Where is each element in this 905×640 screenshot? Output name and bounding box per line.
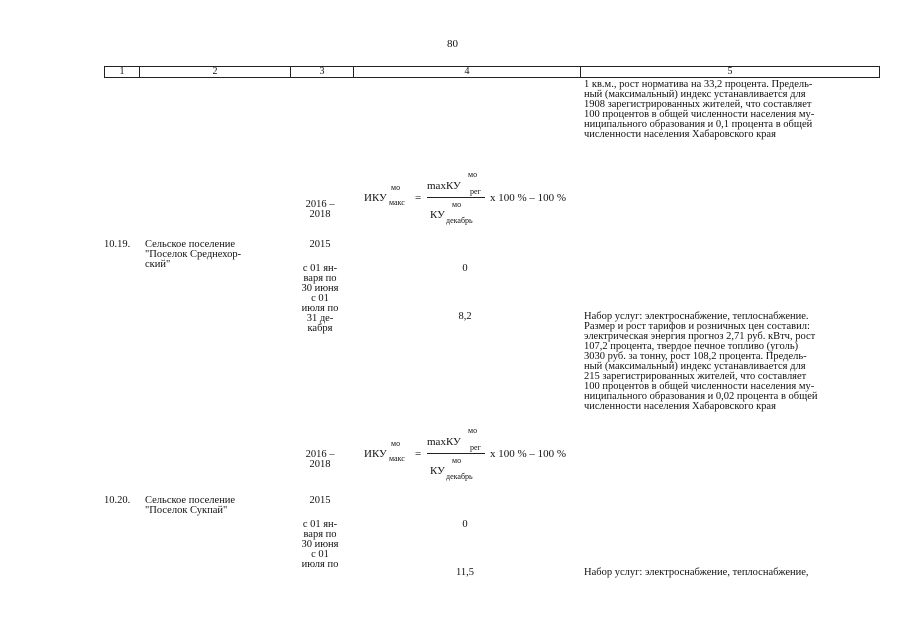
text-line: Размер и рост тарифов и розничных цен составил: [584,321,810,332]
page-number: 80 [447,38,458,50]
formula-num-sub: рег [470,443,481,452]
column-header-1: 1 [105,67,140,77]
text-line: 31 де- [306,313,334,324]
index-formula [360,170,580,226]
text-line: Сельское поселение [145,495,236,506]
index-value: 11,5 [456,567,474,578]
index-value: 0 [462,519,468,530]
text-line: 2018 [309,459,331,470]
column-header-5: 5 [727,66,733,77]
text-line: Набор услуг: электроснабжение, теплоснабжение, [584,567,809,578]
text-line: "Поселок Среднехор- [145,249,242,260]
formula-den-sub: декабрь [446,472,473,481]
formula-numerator: maxКУ [427,436,461,448]
row-number: 10.20. [104,495,131,506]
text-line: июля по [301,303,339,314]
formula-lhs-sub: макс [389,454,405,463]
text-line: Набор услуг: электроснабжение, теплоснабжение. [584,311,809,322]
index-value: 0 [462,263,468,274]
text-line: ный (максимальный) индекс устанавливается для [584,361,806,372]
text-line: с 01 ян- [302,519,338,530]
period-second-half [294,294,346,334]
formula-tail: х 100 % – 100 % [490,192,567,204]
carryover-description [584,80,879,140]
text-line: с 01 ян- [302,263,338,274]
text-line: варя по [303,273,337,284]
formula-lhs-sup: мо [391,439,401,448]
formula-denominator: КУ [430,209,445,221]
column-header-2: 2 [140,67,291,77]
formula-lhs-sub: макс [389,198,405,207]
formula-num-sup: мо [468,170,478,179]
text-line: 2016 – [305,199,335,210]
formula-period [294,200,346,220]
formula-equals: = [415,192,422,204]
text-line: 3030 руб. за тонну, рост 108,2 процента. Предель- [584,351,807,362]
text-line: 1 кв.м., рост норматива на 33,2 процента. Предель- [584,79,813,90]
index-formula [360,426,580,482]
formula-den-sub: декабрь [446,216,473,225]
settlement-name [145,496,290,516]
formula-denominator: КУ [430,465,445,477]
text-line: 30 июня [301,283,339,294]
text-line: Сельское поселение [145,239,236,250]
formula-equals: = [415,448,422,460]
row-number: 10.19. [104,239,131,250]
formula-period [294,450,346,470]
text-line: 2018 [309,209,331,220]
period-first-half [294,264,346,294]
text-line: 1908 зарегистрированных жителей, что составляет [584,99,812,110]
column-header-3: 3 [291,67,354,77]
formula-lhs: ИКУ [364,448,387,460]
formula-lhs: ИКУ [364,192,387,204]
text-line: с 01 [311,549,329,560]
formula-lhs-sup: мо [391,183,401,192]
text-line: ский" [145,259,171,270]
formula-den-sup: мо [452,200,462,209]
text-line: 100 процентов в общей численности населения му- [584,381,815,392]
text-line: июля по [301,559,339,570]
text-line: с 01 [311,293,329,304]
text-line: 107,2 процента, твердое печное топливо (уголь) [584,341,799,352]
text-line: "Поселок Сукпай" [145,505,228,516]
service-description [584,568,879,578]
fraction-line [427,197,485,198]
index-value: 8,2 [458,311,472,322]
year: 2015 [309,495,331,506]
text-line: ниципального образования и 0,02 процента в общей [584,391,818,402]
period-first-half [294,520,346,550]
formula-num-sup: мо [468,426,478,435]
text-line: 100 процентов в общей численности населения му- [584,109,815,120]
year: 2015 [309,239,331,250]
table-header [104,66,880,78]
text-line: варя по [303,529,337,540]
text-line: численности населения Хабаровского края [584,401,776,412]
text-line: численности населения Хабаровского края [584,129,776,140]
formula-numerator: maxКУ [427,180,461,192]
formula-tail: х 100 % – 100 % [490,448,567,460]
column-header-4: 4 [354,67,581,77]
formula-den-sup: мо [452,456,462,465]
fraction-line [427,453,485,454]
text-line: ный (максимальный) индекс устанавливается для [584,89,806,100]
period-second-half [294,550,346,570]
text-line: 30 июня [301,539,339,550]
formula-num-sub: рег [470,187,481,196]
text-line: кабря [307,323,333,334]
service-description [584,312,879,412]
text-line: электрическая энергия прогноз 2,71 руб. кВтч, рост [584,331,816,342]
settlement-name [145,240,290,270]
text-line: ниципального образования и 0,1 процента в общей [584,119,813,130]
text-line: 2016 – [305,449,335,460]
text-line: 215 зарегистрированных жителей, что составляет [584,371,807,382]
